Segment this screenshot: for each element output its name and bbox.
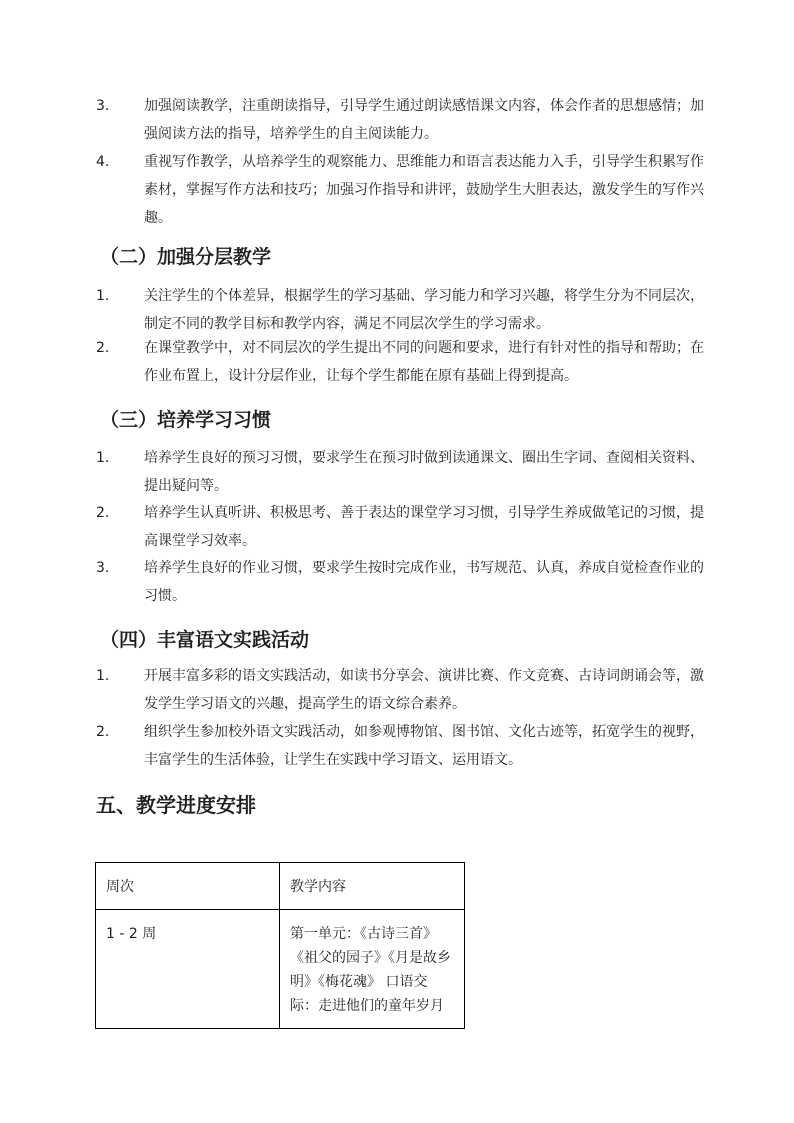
list-number: 3.	[96, 560, 110, 576]
section-heading-study-habits: （三）培养学习习惯	[100, 409, 272, 431]
list-number: 4.	[96, 154, 110, 170]
cell-week: 1 - 2 周	[96, 910, 280, 1029]
cell-content: 第一单元：《古诗三首》《祖父的园子》《月是故乡明》《梅花魂》 口语交际：走进他们的童年岁月	[280, 910, 465, 1029]
list-number: 3.	[96, 98, 110, 114]
table-header-row	[96, 863, 465, 910]
list-number: 1.	[96, 288, 110, 304]
schedule-table	[95, 862, 465, 1029]
list-text: 开展丰富多彩的语文实践活动，如读书分享会、演讲比赛、作文竞赛、古诗词朗诵会等，激发学生学习语文的兴趣，提高学生的语文综合素养。	[144, 668, 704, 712]
section-heading-layered-teaching: （二）加强分层教学	[100, 246, 272, 268]
section-heading-practice-activities: （四）丰富语文实践活动	[100, 629, 310, 651]
part-heading-schedule: 五、教学进度安排	[96, 793, 256, 817]
list-text: 加强阅读教学，注重朗读指导，引导学生通过朗读感悟课文内容，体会作者的思想感情；加强阅读方法的指导，培养学生的自主阅读能力。	[144, 98, 704, 142]
list-text: 培养学生认真听讲、积极思考、善于表达的课堂学习习惯，引导学生养成做笔记的习惯，提高课堂学习效率。	[144, 505, 704, 549]
list-number: 1.	[96, 668, 110, 684]
list-number: 2.	[96, 340, 110, 356]
list-text: 在课堂教学中，对不同层次的学生提出不同的问题和要求，进行有针对性的指导和帮助；在作业布置上，设计分层作业，让每个学生都能在原有基础上得到提高。	[144, 340, 704, 384]
list-text: 培养学生良好的预习习惯，要求学生在预习时做到读通课文、圈出生字词、查阅相关资料、提出疑问等。	[144, 450, 704, 494]
list-text: 重视写作教学，从培养学生的观察能力、思维能力和语言表达能力入手，引导学生积累写作素材，掌握写作方法和技巧；加强习作指导和讲评，鼓励学生大胆表达，激发学生的写作兴趣。	[144, 154, 704, 226]
list-number: 2.	[96, 505, 110, 521]
list-number: 2.	[96, 724, 110, 740]
list-number: 1.	[96, 450, 110, 466]
list-text: 培养学生良好的作业习惯，要求学生按时完成作业，书写规范、认真，养成自觉检查作业的习惯。	[144, 560, 704, 604]
list-text: 关注学生的个体差异，根据学生的学习基础、学习能力和学习兴趣，将学生分为不同层次，制定不同的教学目标和教学内容，满足不同层次学生的学习需求。	[144, 288, 704, 332]
list-text: 组织学生参加校外语文实践活动，如参观博物馆、图书馆、文化古迹等，拓宽学生的视野，丰富学生的生活体验，让学生在实践中学习语文、运用语文。	[144, 724, 704, 768]
header-content: 教学内容	[280, 863, 465, 910]
table-row	[96, 910, 465, 1029]
header-week: 周次	[96, 863, 280, 910]
